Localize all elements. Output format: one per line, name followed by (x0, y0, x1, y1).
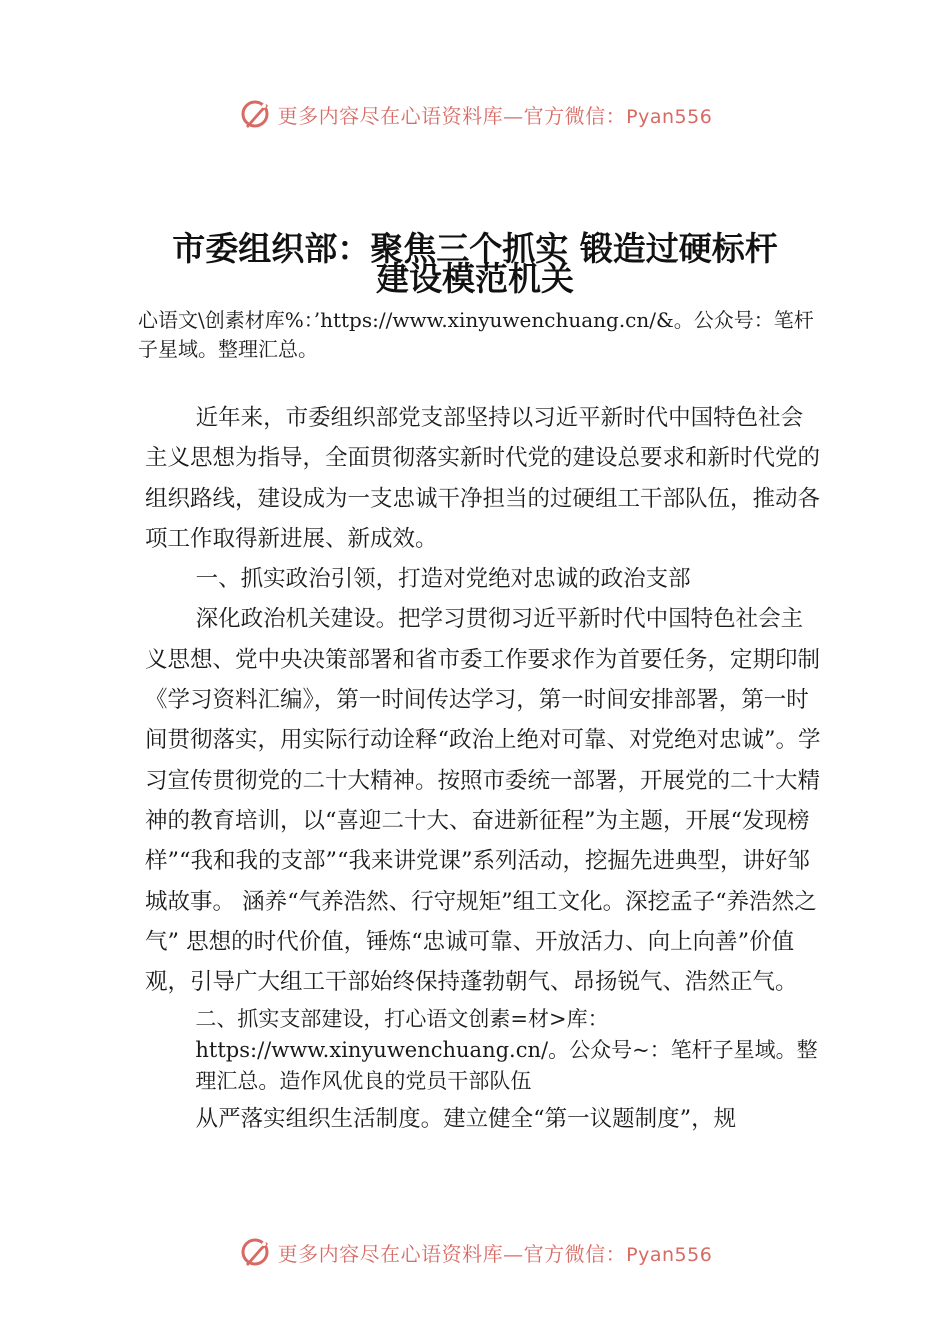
document-title-line-2: 建设模范机关 (376, 259, 574, 298)
section-heading-2: 二、抓实支部建设，打心语文创素=材>库：https://www.xinyuwenchuang.cn/。公众号~：笔杆子星域。整理汇总。造作风优良的党员干部队伍 (195, 1007, 818, 1094)
pen-nib-logo-icon (238, 1234, 274, 1270)
section-1-paragraph: 深化政治机关建设。把学习贯彻习近平新时代中国特色社会主义思想、党中央决策部署和省市委工作要求作为首要任务，定期印制《学习资料汇编》，第一时间传达学习，第一时间安排部署，第一时间贯彻落实，用实际行动诠释“政治上绝对可靠、对党绝对忠诚”。学习宣传贯彻党的二十大精神。按照市委统一部署，开展党的二十大精神的教育培训，以“喜迎二十大、奋进新征程”为主题，开展“发现榜样”“我和我的支部”“我来讲党课”系列活动，挖掘先进典型，讲好邹城故事。 涵养“气养浩然、行守规矩”组工文化。深挖孟子“养浩然之气” 思想的时代价值，锤炼“忠诚可靠、开放活力、向上向善”价值观，引导广大组工干部始终保持蓬勃朝气、昂扬锐气、浩然正气。 (145, 606, 821, 996)
watermark-text: 更多内容尽在心语资料库—官方微信：Pyan556 (277, 103, 713, 128)
watermark-text: 更多内容尽在心语资料库—官方微信：Pyan556 (277, 1241, 713, 1266)
section-heading-1: 一、抓实政治引领，打造对党绝对忠诚的政治支部 (195, 566, 691, 593)
pen-nib-logo-icon (238, 96, 274, 132)
section-2-paragraph: 从严落实组织生活制度。建立健全“第一议题制度”，规 (195, 1106, 737, 1133)
document-body (145, 398, 825, 1140)
header-watermark (0, 94, 950, 134)
footer-watermark (0, 1232, 950, 1272)
source-note: 心语文\创素材库%：’https://www.xinyuwenchuang.cn/&。公众号：笔杆子星域。整理汇总。 (138, 308, 814, 361)
intro-paragraph: 近年来，市委组织部党支部坚持以习近平新时代中国特色社会主义思想为指导，全面贯彻落实新时代党的建设总要求和新时代党的组织路线，建设成为一支忠诚干净担当的过硬组工干部队伍，推动各项工作取得新进展、新成效。 (145, 405, 821, 552)
document-title-line-1: 市委组织部：聚焦三个抓实 锻造过硬标杆 (172, 229, 778, 268)
